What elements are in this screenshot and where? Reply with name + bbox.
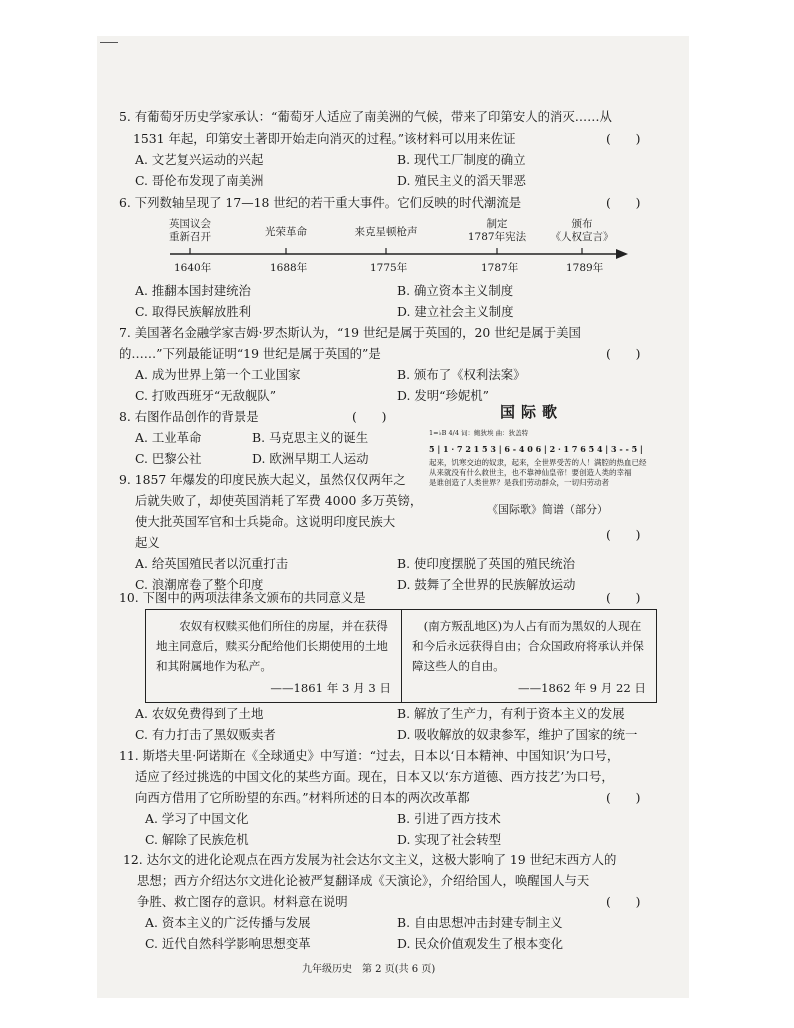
law-1862-text: (南方叛乱地区)为人占有而为黑奴的人现在和今后永远获得自由；合众国政府将承认并保障这些人的自由。 bbox=[412, 619, 644, 673]
q7-option-a: A. 成为世界上第一个工业国家 bbox=[135, 367, 301, 382]
q6-option-a: A. 推翻本国封建统治 bbox=[135, 283, 251, 298]
timeline-year-3: 1775年 bbox=[370, 262, 408, 274]
q7-option-b: B. 颁布了《权利法案》 bbox=[397, 367, 526, 382]
page-footer: 九年级历史 第 2 页(共 6 页) bbox=[302, 964, 436, 975]
q11-stem-line2: 适应了经过挑选的中国文化的某些方面。现在，日本又以‘东方道德、西方技艺’为口号， bbox=[135, 769, 614, 784]
q7-option-d: D. 发明“珍妮机” bbox=[397, 388, 489, 403]
q5-answer-paren: ( ) bbox=[606, 131, 641, 146]
q9-stem-line2: 后就失败了，却使英国消耗了军费 4000 多万英镑， bbox=[135, 493, 423, 508]
figure-caption: 《国际歌》简谱（部分） bbox=[487, 503, 608, 516]
q11-option-a: A. 学习了中国文化 bbox=[145, 811, 249, 826]
timeline-event-3: 来克星顿枪声 bbox=[354, 226, 418, 238]
q5-option-d: D. 殖民主义的滔天罪恶 bbox=[397, 173, 526, 188]
q9-stem-line3: 使大批英国军官和士兵毙命。这说明印度民族大 bbox=[135, 514, 396, 529]
q12-stem-line3: 争胜、救亡图存的意识。材料意在说明 bbox=[137, 894, 348, 909]
q7-option-c: C. 打败西班牙“无敌舰队” bbox=[135, 388, 277, 403]
timeline-year-4: 1787年 bbox=[481, 262, 519, 274]
q6-timeline bbox=[118, 212, 638, 278]
timeline-event-1-line1: 英国议会 bbox=[169, 218, 211, 230]
q8-answer-paren: ( ) bbox=[352, 409, 387, 424]
timeline-year-1: 1640年 bbox=[174, 262, 212, 274]
q11-stem-line1: 11. 斯塔夫里·阿诺斯在《全球通史》中写道：“过去，日本以‘日本精神、中国知识’为口号， bbox=[119, 748, 620, 763]
q11-option-d: D. 实现了社会转型 bbox=[397, 832, 502, 847]
score-notes: 5 | 1 · 7 2 1 5 3 | 6 - 4 0 6 | 2 · 1 7 6 5 4 | 3 - - 5 | bbox=[429, 444, 643, 454]
q11-option-b: B. 引进了西方技术 bbox=[397, 811, 501, 826]
q9-stem-line4: 起义 bbox=[135, 535, 160, 550]
q12-option-a: A. 资本主义的广泛传播与发展 bbox=[145, 915, 311, 930]
timeline-event-1-line2: 重新召开 bbox=[169, 231, 211, 243]
q5-option-c: C. 哥伦布发现了南美洲 bbox=[135, 173, 264, 188]
figure-title: 国际歌 bbox=[500, 403, 564, 421]
q7-stem-line1: 7. 美国著名金融学家吉姆·罗杰斯认为，“19 世纪是属于英国的，20 世纪是属于美国 bbox=[119, 325, 581, 340]
q10-option-b: B. 解放了生产力，有利于资本主义的发展 bbox=[397, 706, 625, 721]
law-excerpt-1862 bbox=[401, 610, 656, 702]
q7-stem-line2: 的……”下列最能证明“19 世纪是属于英国的”是 bbox=[119, 346, 381, 361]
q12-option-d: D. 民众价值观发生了根本变化 bbox=[397, 936, 564, 951]
q9-option-d: D. 鼓舞了全世界的民族解放运动 bbox=[397, 577, 576, 592]
q12-option-b: B. 自由思想冲击封建专制主义 bbox=[397, 915, 563, 930]
q5-stem-line1: 5. 有葡萄牙历史学家承认：“葡萄牙人适应了南美洲的气候，带来了印第安人的消灭……从 bbox=[119, 109, 612, 124]
timeline-event-2: 光荣革命 bbox=[265, 226, 307, 238]
q8-option-c: C. 巴黎公社 bbox=[135, 451, 202, 466]
score-lyrics-3: 是谁创造了人类世界？是我们劳动群众，一切归劳动者 bbox=[429, 478, 609, 487]
timeline-event-5-line2: 《人权宣言》 bbox=[550, 231, 614, 243]
law-excerpt-1861 bbox=[146, 610, 401, 702]
q11-stem-line3: 向西方借用了它所盼望的东西。”材料所述的日本的两次改革都 bbox=[135, 790, 470, 805]
q10-law-excerpts bbox=[145, 609, 657, 703]
q8-option-b: B. 马克思主义的诞生 bbox=[252, 430, 369, 445]
q6-stem: 6. 下列数轴呈现了 17—18 世纪的若干重大事件。它们反映的时代潮流是 bbox=[119, 195, 522, 210]
page-corner-mark bbox=[100, 42, 118, 43]
q5-stem-line2: 1531 年起，印第安土著即开始走向消灭的过程。”该材料可以用来佐证 bbox=[133, 131, 516, 146]
timeline-event-5-line1: 颁布 bbox=[571, 218, 593, 230]
q8-option-d: D. 欧洲早期工人运动 bbox=[252, 451, 369, 466]
timeline-year-2: 1688年 bbox=[270, 262, 308, 274]
q12-stem-line2: 思想；西方介绍达尔文进化论被严复翻译成《天演论》，介绍给国人，唤醒国人与天 bbox=[137, 873, 590, 888]
q12-option-c: C. 近代自然科学影响思想变革 bbox=[145, 936, 311, 951]
score-lyrics-1: 起来，饥寒交迫的奴隶，起来，全世界受苦的人！满腔的热血已经 bbox=[429, 458, 647, 467]
q10-stem: 10. 下图中的两项法律条文颁布的共同意义是 bbox=[119, 590, 366, 605]
q12-stem-line1: 12. 达尔文的进化论观点在西方发展为社会达尔文主义，这极大影响了 19 世纪末西方人的 bbox=[123, 852, 617, 867]
law-1862-date: ——1862 年 9 月 22 日 bbox=[517, 681, 646, 695]
q9-option-c: C. 浪潮席卷了整个印度 bbox=[135, 577, 264, 592]
q9-answer-paren: ( ) bbox=[606, 527, 641, 542]
q9-stem-line1: 9. 1857 年爆发的印度民族大起义，虽然仅仅两年之 bbox=[119, 472, 406, 487]
q7-answer-paren: ( ) bbox=[606, 346, 641, 361]
q11-answer-paren: ( ) bbox=[606, 790, 641, 805]
q6-option-b: B. 确立资本主义制度 bbox=[397, 283, 514, 298]
q5-option-b: B. 现代工厂制度的确立 bbox=[397, 152, 526, 167]
q8-option-a: A. 工业革命 bbox=[135, 430, 202, 445]
q10-option-c: C. 有力打击了黑奴贩卖者 bbox=[135, 727, 276, 742]
score-header: 1=♭B 4/4 词：鲍狄埃 曲：狄盖特 bbox=[429, 429, 529, 437]
q11-option-c: C. 解除了民族危机 bbox=[145, 832, 249, 847]
law-1861-text: 农奴有权赎买他们所住的房屋，并在获得地主同意后，赎买分配给他们长期使用的土地和其附属地作为私产。 bbox=[156, 619, 388, 673]
score-lyrics-2: 从来就没有什么救世主，也不靠神仙皇帝！要创造人类的幸福 bbox=[429, 468, 632, 477]
timeline-year-5: 1789年 bbox=[566, 262, 604, 274]
q10-option-a: A. 农奴免费得到了土地 bbox=[135, 706, 264, 721]
law-1861-date: ——1861 年 3 月 3 日 bbox=[270, 681, 391, 695]
timeline-event-4-line1: 制定 bbox=[486, 218, 508, 230]
q10-answer-paren: ( ) bbox=[606, 590, 641, 605]
q5-option-a: A. 文艺复兴运动的兴起 bbox=[135, 152, 264, 167]
q6-option-c: C. 取得民族解放胜利 bbox=[135, 304, 252, 319]
q10-option-d: D. 吸收解放的奴隶参军，维护了国家的统一 bbox=[397, 727, 638, 742]
q6-option-d: D. 建立社会主义制度 bbox=[397, 304, 514, 319]
q8-figure-internationale bbox=[425, 401, 657, 521]
timeline-event-4-line2: 1787年宪法 bbox=[467, 231, 527, 243]
q6-answer-paren: ( ) bbox=[606, 195, 641, 210]
q9-option-b: B. 使印度摆脱了英国的殖民统治 bbox=[397, 556, 576, 571]
q9-option-a: A. 给英国殖民者以沉重打击 bbox=[135, 556, 289, 571]
q12-answer-paren: ( ) bbox=[606, 894, 641, 909]
q8-stem: 8. 右图作品创作的背景是 bbox=[119, 409, 259, 424]
